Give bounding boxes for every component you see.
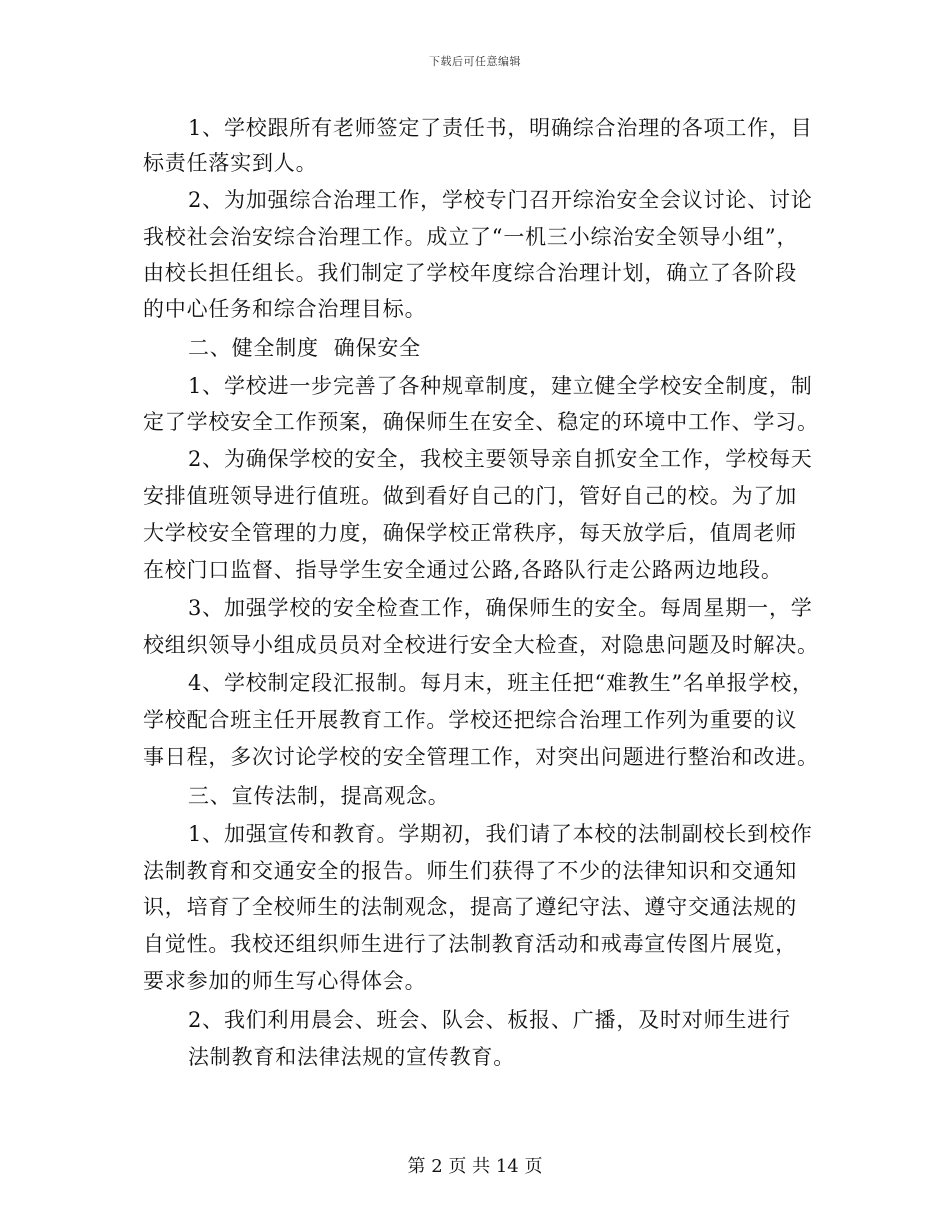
text-line: 4、学校制定段汇报制。每月末，班主任把“难教生”名单报学校， bbox=[188, 671, 814, 695]
text-line: 在校门口监督、指导学生安全通过公路,各路队行走公路两边地段。 bbox=[143, 558, 783, 582]
header-note: 下载后可任意编辑 bbox=[429, 55, 521, 68]
text-line: 1、学校跟所有老师签定了责任书，明确综合治理的各项工作，目 bbox=[188, 116, 813, 140]
text-line: 2、我们利用晨会、班会、队会、板报、广播，及时对师生进行 bbox=[188, 1008, 791, 1032]
text-line: 由校长担任组长。我们制定了学校年度综合治理计划，确立了各阶段 bbox=[143, 261, 797, 285]
text-line: 定了学校安全工作预案，确保师生在安全、稳定的环境中工作、学习。 bbox=[143, 410, 819, 434]
text-line: 1、学校进一步完善了各种规章制度，建立健全学校安全制度，制 bbox=[188, 374, 813, 398]
text-line: 安排值班领导进行值班。做到看好自己的门，管好自己的校。为了加 bbox=[143, 484, 797, 508]
text-line: 标责任落实到人。 bbox=[143, 151, 318, 175]
text-line: 我校社会治安综合治理工作。成立了“一机三小综治安全领导小组”， bbox=[143, 225, 799, 249]
text-line: 的中心任务和综合治理目标。 bbox=[143, 297, 427, 321]
text-line: 学校配合班主任开展教育工作。学校还把综合治理工作列为重要的议 bbox=[143, 708, 797, 732]
section-heading-text: 三、宣传法制，提高观念。 bbox=[188, 784, 450, 808]
text-line: 自觉性。我校还组织师生进行了法制教育活动和戒毒宣传图片展览， bbox=[143, 932, 797, 956]
text-line: 识，培育了全校师生的法制观念，提高了遵纪守法、遵守交通法规的 bbox=[143, 895, 797, 919]
text-line: 法制教育和法律法规的宣传教育。 bbox=[188, 1045, 515, 1069]
text-line: 法制教育和交通安全的报告。师生们获得了不少的法律知识和交通知 bbox=[143, 859, 797, 883]
section-heading-text: 二、健全制度 确保安全 bbox=[188, 336, 421, 360]
text-line: 要求参加的师生写心得体会。 bbox=[143, 969, 427, 993]
text-line: 3、加强学校的安全检查工作，确保师生的安全。每周星期一，学 bbox=[188, 596, 813, 620]
text-line: 事日程，多次讨论学校的安全管理工作，对突出问题进行整治和改进。 bbox=[143, 745, 819, 769]
text-line: 2、为确保学校的安全，我校主要领导亲自抓安全工作，学校每天 bbox=[188, 447, 813, 471]
text-line: 校组织领导小组成员员对全校进行安全大检查，对隐患问题及时解决。 bbox=[143, 633, 819, 657]
page-number-footer: 第 2 页 共 14 页 bbox=[407, 1156, 543, 1177]
text-line: 1、加强宣传和教育。学期初，我们请了本校的法制副校长到校作 bbox=[188, 822, 813, 846]
text-line: 大学校安全管理的力度，确保学校正常秩序，每天放学后，值周老师 bbox=[143, 521, 797, 545]
text-line: 2、为加强综合治理工作，学校专门召开综治安全会议讨论、讨论 bbox=[188, 188, 813, 212]
